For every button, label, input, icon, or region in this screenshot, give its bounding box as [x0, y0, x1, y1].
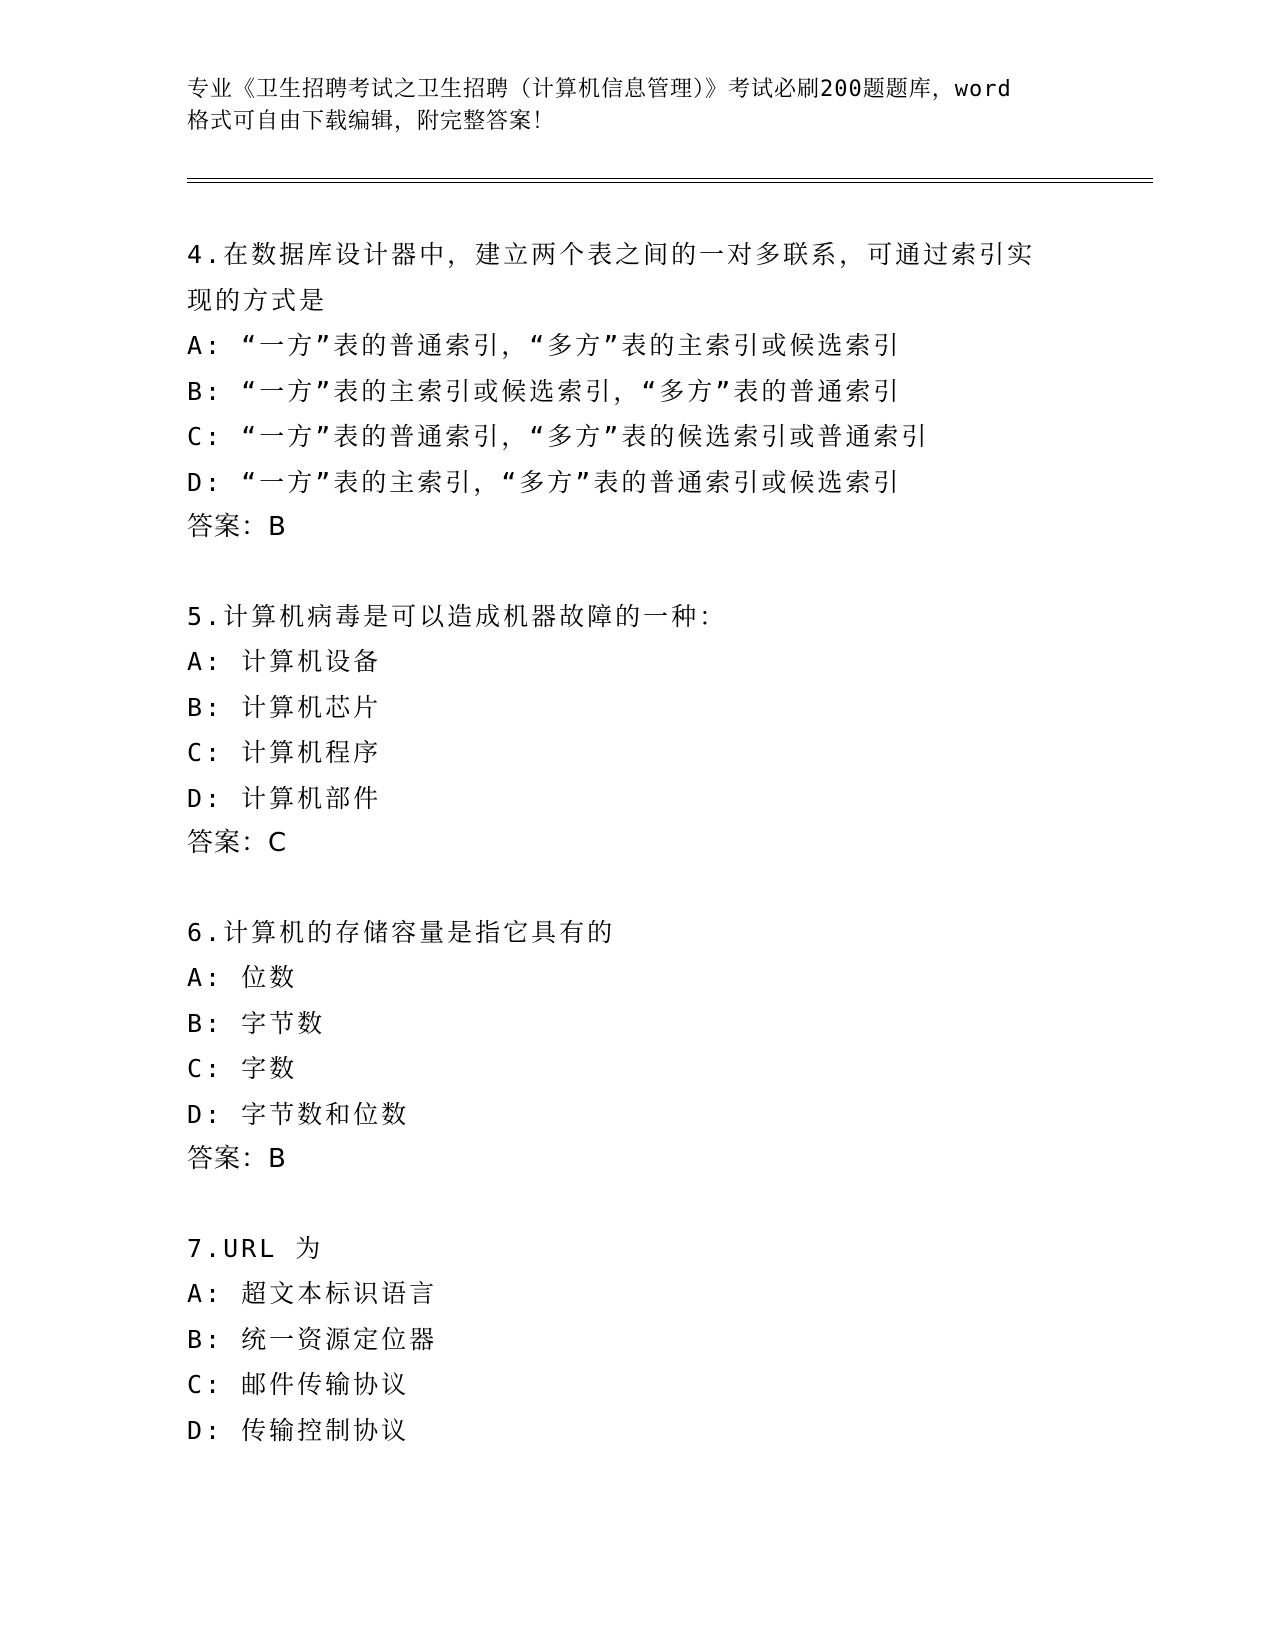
question-stem: 5.计算机病毒是可以造成机器故障的一种： — [187, 601, 728, 631]
question-7 — [187, 1226, 1147, 1454]
option-b: B: 计算机芯片 — [187, 692, 382, 722]
header-line-2: 格式可自由下载编辑，附完整答案！ — [187, 109, 556, 134]
question-4 — [187, 232, 1147, 551]
option-a: A: 超文本标识语言 — [187, 1279, 438, 1308]
question-5 — [187, 594, 1147, 867]
option-c: C: 字数 — [187, 1054, 298, 1083]
answer: 答案：B — [187, 1144, 287, 1174]
option-c: C: “一方”表的普通索引，“多方”表的候选索引或普通索引 — [187, 422, 930, 451]
option-c: C: 邮件传输协议 — [187, 1370, 410, 1399]
question-stem-continued: 现的方式是 — [187, 285, 328, 315]
option-b: B: “一方”表的主索引或候选索引，“多方”表的普通索引 — [187, 376, 902, 406]
option-d: D: 字节数和位数 — [187, 1099, 410, 1129]
header-divider-bottom — [187, 182, 1153, 183]
option-a: A: 计算机设备 — [187, 647, 382, 676]
question-6 — [187, 910, 1147, 1183]
option-c: C: 计算机程序 — [187, 738, 382, 767]
header-divider-top — [187, 178, 1153, 179]
question-stem: 6.计算机的存储容量是指它具有的 — [187, 917, 616, 947]
answer: 答案：B — [187, 512, 287, 542]
question-list — [187, 232, 1147, 1453]
answer: 答案：C — [187, 828, 288, 858]
option-d: D: 计算机部件 — [187, 783, 382, 813]
option-b: B: 统一资源定位器 — [187, 1324, 438, 1354]
question-stem: 4.在数据库设计器中，建立两个表之间的一对多联系，可通过索引实 — [187, 240, 1036, 269]
question-stem: 7.URL 为 — [187, 1233, 324, 1263]
option-a: A: 位数 — [187, 963, 298, 992]
document-header — [187, 74, 1087, 138]
option-a: A: “一方”表的普通索引，“多方”表的主索引或候选索引 — [187, 331, 902, 360]
option-d: D: 传输控制协议 — [187, 1415, 410, 1445]
option-d: D: “一方”表的主索引，“多方”表的普通索引或候选索引 — [187, 467, 902, 497]
header-line-1: 专业《卫生招聘考试之卫生招聘（计算机信息管理）》考试必刷200题题库，word — [187, 77, 1012, 102]
option-b: B: 字节数 — [187, 1008, 326, 1038]
